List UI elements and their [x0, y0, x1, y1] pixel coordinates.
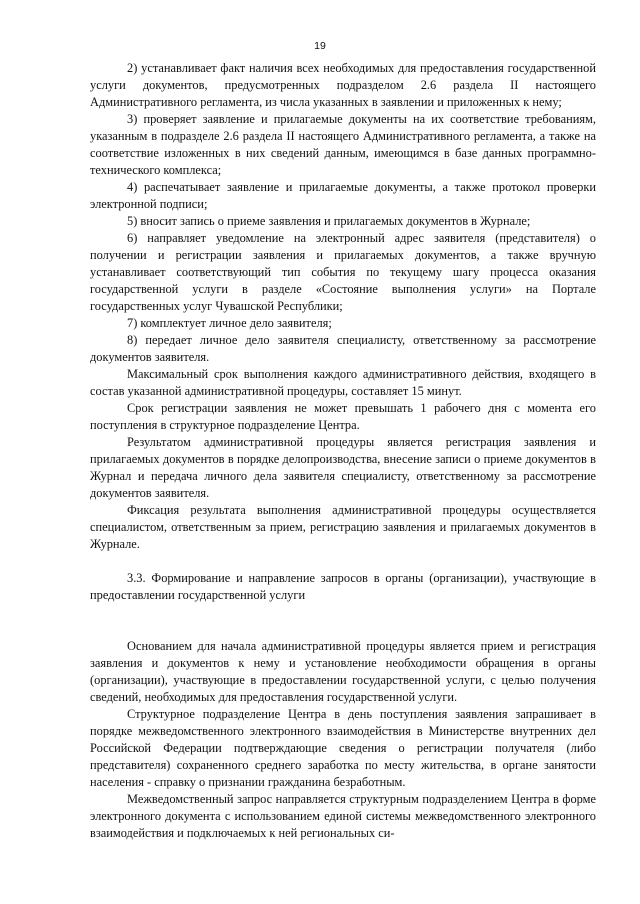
paragraph-max-duration: Максимальный срок выполнения каждого административного действия, входящего в состав указанной административной процедуры, составляет 15 минут. [90, 367, 596, 398]
paragraph-registration-term: Срок регистрации заявления не может превышать 1 рабочего дня с момента его поступления в структурное подразделение Центра. [90, 401, 596, 432]
document-body [90, 60, 596, 842]
paragraph-item-7: 7) комплектует личное дело заявителя; [127, 316, 332, 330]
paragraph-result-fixation: Фиксация результата выполнения административной процедуры осуществляется специалистом, ответственным за прием, регистрацию заявления и прилагаемых документов в Журнале. [90, 503, 596, 551]
paragraph-item-5: 5) вносит запись о приеме заявления и прилагаемых документов в Журнале; [127, 214, 531, 228]
paragraph-procedure-result: Результатом административной процедуры является регистрация заявления и прилагаемых документов в порядке делопроизводства, внесение записи о приеме документов в Журнал и передача личного дела заявителя специалисту, ответственному за рассмотрение документов заявителя. [90, 435, 596, 500]
page-number: 19 [314, 40, 326, 52]
section-heading: 3.3. Формирование и направление запросов в органы (организации), участвующие в предоставлении государственной услуги [90, 571, 596, 602]
paragraph-item-3: 3) проверяет заявление и прилагаемые документы на их соответствие требованиям, указанным в подразделе 2.6 раздела II настоящего Административного регламента, а также на соответствие изложенных в них сведений данным, имеющимся в базе данных программно-технического комплекса; [90, 112, 596, 177]
paragraph-item-4: 4) распечатывает заявление и прилагаемые документы, а также протокол проверки электронной подписи; [90, 180, 596, 211]
paragraph-request-format: Межведомственный запрос направляется структурным подразделением Центра в форме электронного документа с использованием единой системы межведомственного электронного взаимодействия и подключаемых к ней региональных си- [90, 792, 596, 840]
paragraph-interagency-request: Структурное подразделение Центра в день поступления заявления запрашивает в порядке межведомственного электронного взаимодействия в Министерстве внутренних дел Российской Федерации подтверждающие сведения о регистрации получателя (либо представителя) сохраненного среднего заработка по месту жительства, в органе занятости населения - справку о признании гражданина безработным. [90, 707, 596, 789]
paragraph-item-2: 2) устанавливает факт наличия всех необходимых для предоставления государственной услуги документов, предусмотренных подразделом 2.6 раздела II настоящего Административного регламента, из числа указанных в заявлении и приложенных к нему; [90, 61, 596, 109]
paragraph-item-6: 6) направляет уведомление на электронный адрес заявителя (представителя) о получении и регистрации заявления и прилагаемых документов, а также вручную устанавливает соответствующий тип события по текущему шагу процесса оказания государственной услуги в разделе «Состояние выполнения услуги» на Портале государственных услуг Чувашской Республики; [90, 231, 596, 313]
paragraph-item-8: 8) передает личное дело заявителя специалисту, ответственному за рассмотрение документов заявителя. [90, 333, 596, 364]
paragraph-procedure-basis: Основанием для начала административной процедуры является прием и регистрация заявления и документов к нему и установление необходимости обращения в органы (организации), участвующие в предоставлении государственной услуги, с целью получения сведений, необходимых для предоставления государственной услуги. [90, 639, 596, 704]
